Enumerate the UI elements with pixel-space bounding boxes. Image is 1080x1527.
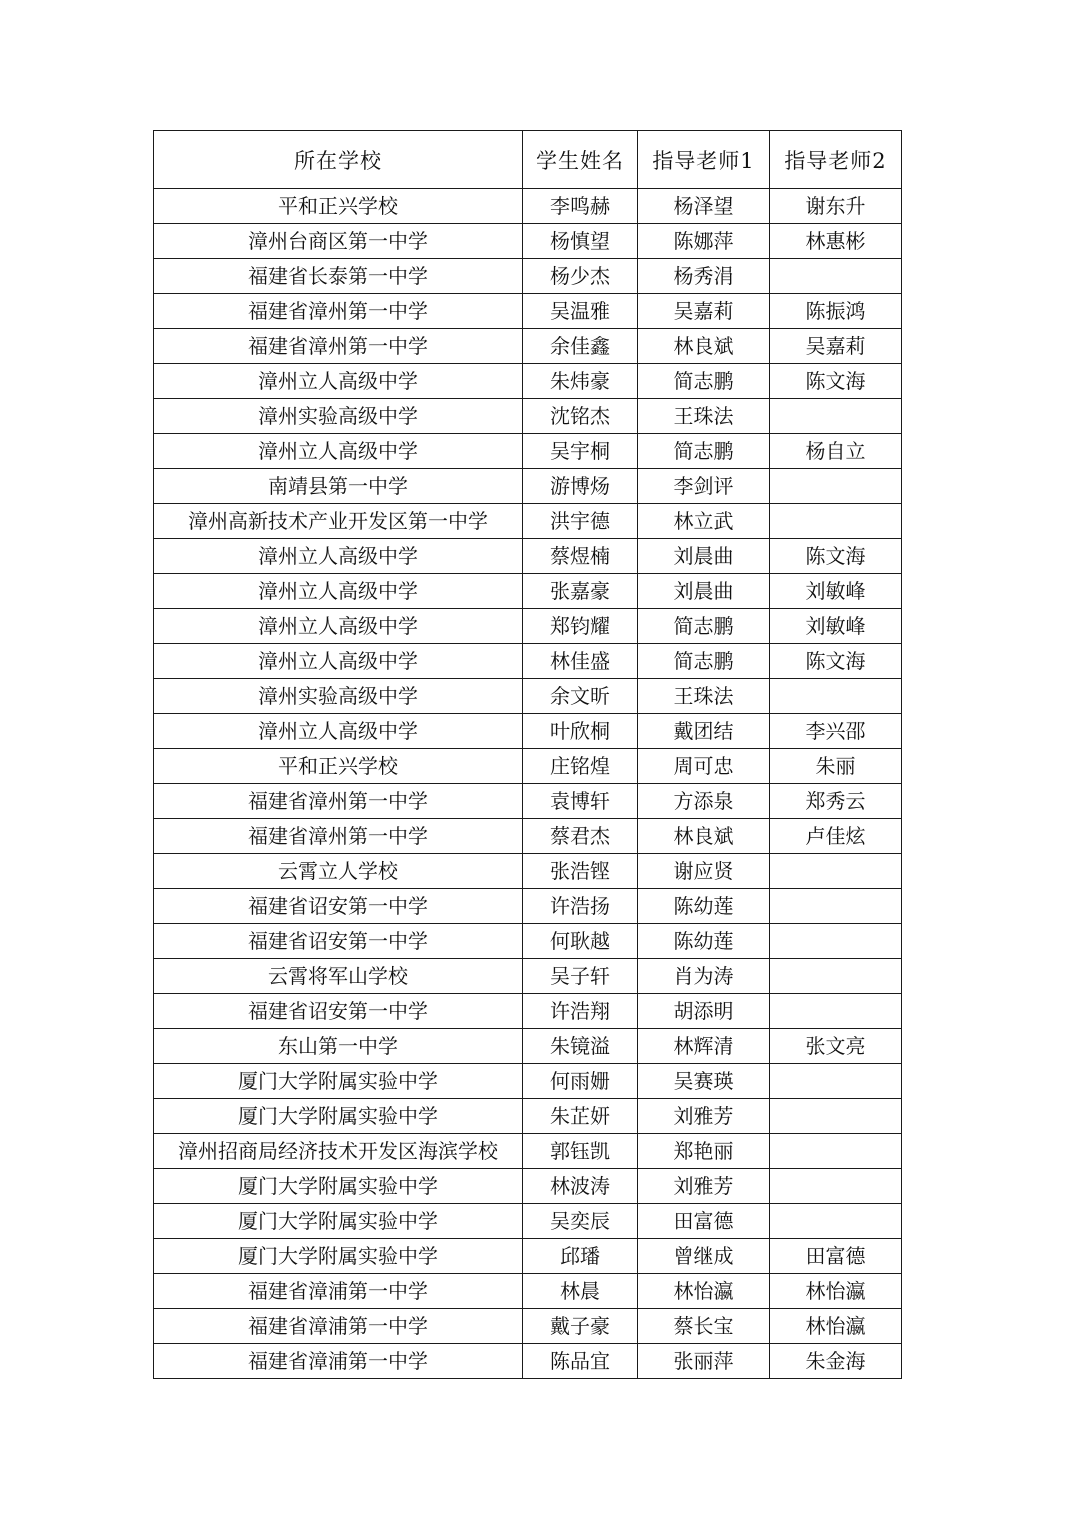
cell-student-name: 庄铭煌: [523, 749, 638, 784]
cell-school: 福建省漳州第一中学: [154, 819, 523, 854]
cell-school: 南靖县第一中学: [154, 469, 523, 504]
cell-school: 东山第一中学: [154, 1029, 523, 1064]
cell-teacher-2: 郑秀云: [770, 784, 902, 819]
cell-student-name: 郑钧耀: [523, 609, 638, 644]
table-row: [154, 959, 902, 994]
cell-school: 漳州立人高级中学: [154, 714, 523, 749]
table-row: [154, 1239, 902, 1274]
cell-teacher-2: [770, 679, 902, 714]
cell-teacher-2: [770, 854, 902, 889]
cell-school: 福建省长泰第一中学: [154, 259, 523, 294]
cell-teacher-2: 杨自立: [770, 434, 902, 469]
cell-teacher-2: 林怡瀛: [770, 1309, 902, 1344]
table-row: [154, 1064, 902, 1099]
cell-teacher-2: 谢东升: [770, 189, 902, 224]
cell-teacher-1: 张丽萍: [638, 1344, 770, 1379]
cell-student-name: 杨慎望: [523, 224, 638, 259]
cell-student-name: 吴奕辰: [523, 1204, 638, 1239]
table-row: [154, 224, 902, 259]
table-row: [154, 329, 902, 364]
cell-student-name: 何耿越: [523, 924, 638, 959]
cell-teacher-2: [770, 889, 902, 924]
cell-teacher-2: 刘敏峰: [770, 609, 902, 644]
cell-school: 厦门大学附属实验中学: [154, 1239, 523, 1274]
header-row: [154, 131, 902, 189]
cell-teacher-2: [770, 1204, 902, 1239]
table-row: [154, 1169, 902, 1204]
student-teacher-table: [153, 130, 902, 1379]
cell-teacher-2: [770, 399, 902, 434]
cell-teacher-2: 陈文海: [770, 539, 902, 574]
cell-student-name: 蔡君杰: [523, 819, 638, 854]
table-row: [154, 364, 902, 399]
cell-teacher-2: [770, 994, 902, 1029]
cell-student-name: 吴宇桐: [523, 434, 638, 469]
cell-student-name: 吴子轩: [523, 959, 638, 994]
table-row: [154, 259, 902, 294]
cell-teacher-1: 王珠法: [638, 679, 770, 714]
cell-teacher-1: 林良斌: [638, 819, 770, 854]
table-row: [154, 434, 902, 469]
cell-student-name: 林佳盛: [523, 644, 638, 679]
cell-student-name: 许浩扬: [523, 889, 638, 924]
cell-school: 云霄将军山学校: [154, 959, 523, 994]
cell-teacher-2: [770, 1064, 902, 1099]
cell-teacher-1: 杨秀涓: [638, 259, 770, 294]
cell-student-name: 朱炜豪: [523, 364, 638, 399]
cell-teacher-1: 林良斌: [638, 329, 770, 364]
cell-teacher-1: 简志鹏: [638, 364, 770, 399]
cell-school: 厦门大学附属实验中学: [154, 1064, 523, 1099]
cell-teacher-2: [770, 1169, 902, 1204]
cell-student-name: 林波涛: [523, 1169, 638, 1204]
table-row: [154, 504, 902, 539]
header-teacher-1: 指导老师1: [638, 131, 770, 189]
cell-student-name: 吴温雅: [523, 294, 638, 329]
cell-student-name: 何雨姗: [523, 1064, 638, 1099]
table-row: [154, 1274, 902, 1309]
cell-student-name: 袁博轩: [523, 784, 638, 819]
cell-teacher-1: 林立武: [638, 504, 770, 539]
cell-school: 漳州立人高级中学: [154, 644, 523, 679]
cell-teacher-1: 李剑评: [638, 469, 770, 504]
cell-teacher-1: 吴嘉莉: [638, 294, 770, 329]
cell-teacher-1: 田富德: [638, 1204, 770, 1239]
cell-teacher-2: 陈文海: [770, 364, 902, 399]
table-row: [154, 854, 902, 889]
cell-school: 漳州台商区第一中学: [154, 224, 523, 259]
cell-teacher-1: 蔡长宝: [638, 1309, 770, 1344]
cell-school: 福建省漳浦第一中学: [154, 1309, 523, 1344]
cell-student-name: 林晨: [523, 1274, 638, 1309]
table-row: [154, 399, 902, 434]
cell-teacher-1: 简志鹏: [638, 609, 770, 644]
cell-teacher-2: 朱丽: [770, 749, 902, 784]
table-row: [154, 749, 902, 784]
table-row: [154, 1344, 902, 1379]
cell-teacher-1: 方添泉: [638, 784, 770, 819]
cell-teacher-2: 陈文海: [770, 644, 902, 679]
cell-student-name: 余文昕: [523, 679, 638, 714]
table-row: [154, 1099, 902, 1134]
header-student-name: 学生姓名: [523, 131, 638, 189]
cell-student-name: 叶欣桐: [523, 714, 638, 749]
table-row: [154, 994, 902, 1029]
cell-teacher-1: 陈幼莲: [638, 924, 770, 959]
table-row: [154, 539, 902, 574]
cell-student-name: 戴子豪: [523, 1309, 638, 1344]
cell-school: 厦门大学附属实验中学: [154, 1169, 523, 1204]
cell-teacher-1: 吴赛瑛: [638, 1064, 770, 1099]
cell-teacher-1: 刘雅芳: [638, 1099, 770, 1134]
cell-teacher-2: 田富德: [770, 1239, 902, 1274]
table-row: [154, 469, 902, 504]
cell-teacher-2: 李兴邵: [770, 714, 902, 749]
cell-teacher-2: 卢佳炫: [770, 819, 902, 854]
cell-teacher-2: [770, 1134, 902, 1169]
table-row: [154, 574, 902, 609]
cell-teacher-1: 谢应贤: [638, 854, 770, 889]
cell-teacher-2: 陈振鸿: [770, 294, 902, 329]
cell-teacher-2: 朱金海: [770, 1344, 902, 1379]
cell-teacher-1: 刘雅芳: [638, 1169, 770, 1204]
table-row: [154, 714, 902, 749]
cell-teacher-1: 杨泽望: [638, 189, 770, 224]
cell-school: 福建省诏安第一中学: [154, 889, 523, 924]
cell-school: 漳州立人高级中学: [154, 609, 523, 644]
cell-teacher-1: 郑艳丽: [638, 1134, 770, 1169]
table-row: [154, 189, 902, 224]
cell-student-name: 邱璠: [523, 1239, 638, 1274]
cell-teacher-2: 吴嘉莉: [770, 329, 902, 364]
cell-student-name: 游博炀: [523, 469, 638, 504]
cell-teacher-2: [770, 924, 902, 959]
cell-school: 漳州立人高级中学: [154, 574, 523, 609]
table-row: [154, 679, 902, 714]
cell-teacher-1: 刘晨曲: [638, 574, 770, 609]
cell-student-name: 蔡煜楠: [523, 539, 638, 574]
cell-student-name: 陈品宜: [523, 1344, 638, 1379]
cell-student-name: 张嘉豪: [523, 574, 638, 609]
cell-teacher-1: 戴团结: [638, 714, 770, 749]
table-row: [154, 819, 902, 854]
cell-school: 福建省漳州第一中学: [154, 784, 523, 819]
cell-school: 漳州立人高级中学: [154, 434, 523, 469]
table-row: [154, 1134, 902, 1169]
cell-school: 福建省诏安第一中学: [154, 924, 523, 959]
cell-teacher-1: 刘晨曲: [638, 539, 770, 574]
cell-teacher-2: 林怡瀛: [770, 1274, 902, 1309]
table-row: [154, 1309, 902, 1344]
cell-school: 漳州招商局经济技术开发区海滨学校: [154, 1134, 523, 1169]
cell-teacher-1: 简志鹏: [638, 434, 770, 469]
cell-teacher-1: 林怡瀛: [638, 1274, 770, 1309]
cell-school: 漳州立人高级中学: [154, 364, 523, 399]
cell-school: 平和正兴学校: [154, 749, 523, 784]
cell-teacher-1: 林辉清: [638, 1029, 770, 1064]
table-row: [154, 1204, 902, 1239]
cell-school: 厦门大学附属实验中学: [154, 1204, 523, 1239]
cell-student-name: 郭钰凯: [523, 1134, 638, 1169]
cell-school: 云霄立人学校: [154, 854, 523, 889]
table-row: [154, 784, 902, 819]
cell-teacher-2: [770, 504, 902, 539]
cell-student-name: 杨少杰: [523, 259, 638, 294]
table-row: [154, 889, 902, 924]
cell-school: 福建省漳浦第一中学: [154, 1274, 523, 1309]
table-body: [154, 189, 902, 1379]
cell-school: 福建省漳州第一中学: [154, 294, 523, 329]
cell-school: 漳州高新技术产业开发区第一中学: [154, 504, 523, 539]
cell-student-name: 张浩铿: [523, 854, 638, 889]
cell-teacher-2: [770, 259, 902, 294]
table-row: [154, 924, 902, 959]
cell-teacher-2: [770, 1099, 902, 1134]
cell-teacher-2: 张文亮: [770, 1029, 902, 1064]
table-row: [154, 1029, 902, 1064]
table-row: [154, 294, 902, 329]
cell-student-name: 朱镜溢: [523, 1029, 638, 1064]
cell-school: 厦门大学附属实验中学: [154, 1099, 523, 1134]
cell-teacher-1: 曾继成: [638, 1239, 770, 1274]
cell-student-name: 洪宇德: [523, 504, 638, 539]
cell-teacher-2: 刘敏峰: [770, 574, 902, 609]
cell-teacher-1: 肖为涛: [638, 959, 770, 994]
cell-teacher-2: 林惠彬: [770, 224, 902, 259]
header-teacher-2: 指导老师2: [770, 131, 902, 189]
cell-teacher-1: 胡添明: [638, 994, 770, 1029]
cell-student-name: 李鸣赫: [523, 189, 638, 224]
cell-teacher-1: 王珠法: [638, 399, 770, 434]
table-row: [154, 644, 902, 679]
cell-teacher-1: 周可忠: [638, 749, 770, 784]
cell-teacher-1: 陈幼莲: [638, 889, 770, 924]
header-school: 所在学校: [154, 131, 523, 189]
cell-student-name: 沈铭杰: [523, 399, 638, 434]
cell-school: 漳州实验高级中学: [154, 679, 523, 714]
cell-teacher-2: [770, 959, 902, 994]
cell-school: 漳州实验高级中学: [154, 399, 523, 434]
cell-student-name: 朱芷妍: [523, 1099, 638, 1134]
cell-school: 福建省漳州第一中学: [154, 329, 523, 364]
table-header: [154, 131, 902, 189]
cell-school: 漳州立人高级中学: [154, 539, 523, 574]
cell-school: 福建省诏安第一中学: [154, 994, 523, 1029]
table-row: [154, 609, 902, 644]
cell-student-name: 余佳鑫: [523, 329, 638, 364]
cell-student-name: 许浩翔: [523, 994, 638, 1029]
cell-teacher-1: 简志鹏: [638, 644, 770, 679]
cell-teacher-1: 陈娜萍: [638, 224, 770, 259]
cell-teacher-2: [770, 469, 902, 504]
cell-school: 福建省漳浦第一中学: [154, 1344, 523, 1379]
cell-school: 平和正兴学校: [154, 189, 523, 224]
